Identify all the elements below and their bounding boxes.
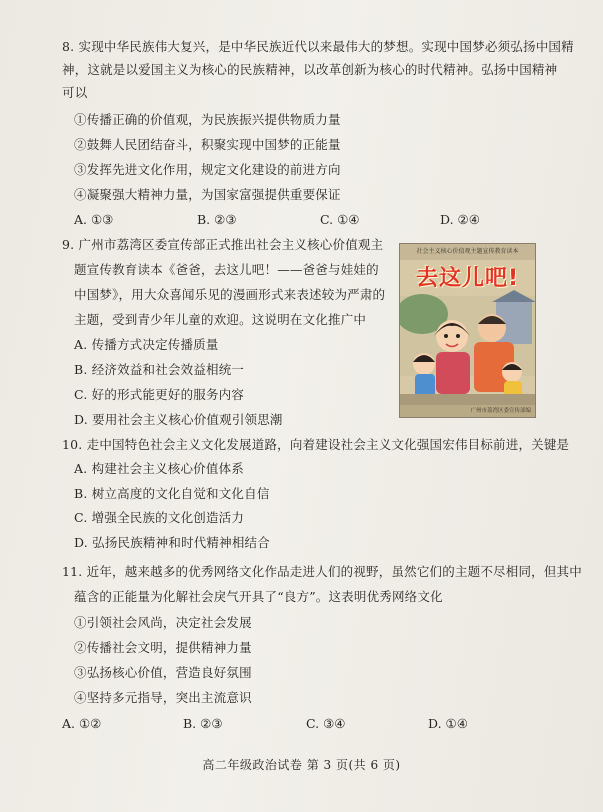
- q10-option-a[interactable]: A. 构建社会主义核心价值体系: [74, 461, 244, 476]
- q9-stem-line4: 主题，受到青少年儿童的欢迎。这说明在文化推广中: [74, 312, 367, 327]
- q10-option-b[interactable]: B. 树立高度的文化自觉和文化自信: [74, 486, 270, 501]
- q8-option-d[interactable]: D. ②④: [440, 212, 480, 227]
- q9-option-b[interactable]: B. 经济效益和社会效益相统一: [74, 362, 245, 377]
- q8-item-3: ③发挥先进文化作用，规定文化建设的前进方向: [74, 162, 341, 177]
- q8-stem-line3: 可以: [62, 85, 88, 100]
- q8-options: [0, 212, 603, 228]
- q11-option-a[interactable]: A. ①②: [62, 716, 102, 731]
- q9-stem-line2: 题宣传教育读本《爸爸，去这儿吧！——爸爸与娃娃的: [74, 262, 379, 277]
- q11-item-3: ③弘扬核心价值，营造良好氛围: [74, 665, 252, 680]
- q8-item-2: ②鼓舞人民团结奋斗，积聚实现中国梦的正能量: [74, 137, 341, 152]
- q11-option-d[interactable]: D. ①④: [428, 716, 468, 731]
- q10-option-d[interactable]: D. 弘扬民族精神和时代精神相结合: [74, 535, 270, 550]
- q9-stem-line1: 9. 广州市荔湾区委宣传部正式推出社会主义核心价值观主: [62, 237, 384, 252]
- page-footer: 高二年级政治试卷 第 3 页(共 6 页): [202, 758, 401, 772]
- book-banner: 社会主义核心价值观主题宣传教育读本: [400, 244, 535, 260]
- q11-options: [0, 716, 603, 732]
- q11-option-b[interactable]: B. ②③: [183, 716, 223, 731]
- q10-option-c[interactable]: C. 增强全民族的文化创造活力: [74, 510, 245, 525]
- book-publisher: 广州市荔湾区委宣传部编: [400, 405, 535, 417]
- q8-option-a[interactable]: A. ①③: [74, 212, 114, 227]
- q9-option-a[interactable]: A. 传播方式决定传播质量: [74, 337, 219, 352]
- q8-stem-line1: 8. 实现中华民族伟大复兴，是中华民族近代以来最伟大的梦想。实现中国梦必须弘扬中国精: [62, 39, 574, 54]
- book-title: 去这儿吧!: [415, 266, 520, 291]
- q10-stem-line1: 10. 走中国特色社会主义文化发展道路，向着建设社会主义文化强国宏伟目标前进，关键是: [62, 437, 570, 452]
- q11-stem-line2: 蕴含的正能量为化解社会戾气开具了“良方”。这表明优秀网络文化: [74, 589, 443, 604]
- q8-option-b[interactable]: B. ②③: [197, 212, 237, 227]
- q11-option-c[interactable]: C. ③④: [306, 716, 346, 731]
- q11-item-4: ④坚持多元指导，突出主流意识: [74, 690, 252, 705]
- comic-illustration: [400, 244, 535, 417]
- q9-option-c[interactable]: C. 好的形式能更好的服务内容: [74, 387, 245, 402]
- q8-stem-line2: 神，这就是以爱国主义为核心的民族精神，以改革创新为核心的时代精神。弘扬中国精神: [62, 62, 558, 77]
- q9-stem-line3: 中国梦》，用大众喜闻乐见的漫画形式来表述较为严肃的: [74, 287, 386, 302]
- q8-item-1: ①传播正确的价值观，为民族振兴提供物质力量: [74, 112, 341, 127]
- comic-book-cover: [399, 243, 536, 418]
- q11-item-1: ①引领社会风尚，决定社会发展: [74, 615, 252, 630]
- q8-option-c[interactable]: C. ①④: [320, 212, 360, 227]
- q11-stem-line1: 11. 近年，越来越多的优秀网络文化作品走进人们的视野，虽然它们的主题不尽相同，但其中: [62, 564, 582, 579]
- q9-option-d[interactable]: D. 要用社会主义核心价值观引领思潮: [74, 412, 283, 427]
- q11-item-2: ②传播社会文明，提供精神力量: [74, 640, 252, 655]
- q8-item-4: ④凝聚强大精神力量，为国家富强提供重要保证: [74, 187, 341, 202]
